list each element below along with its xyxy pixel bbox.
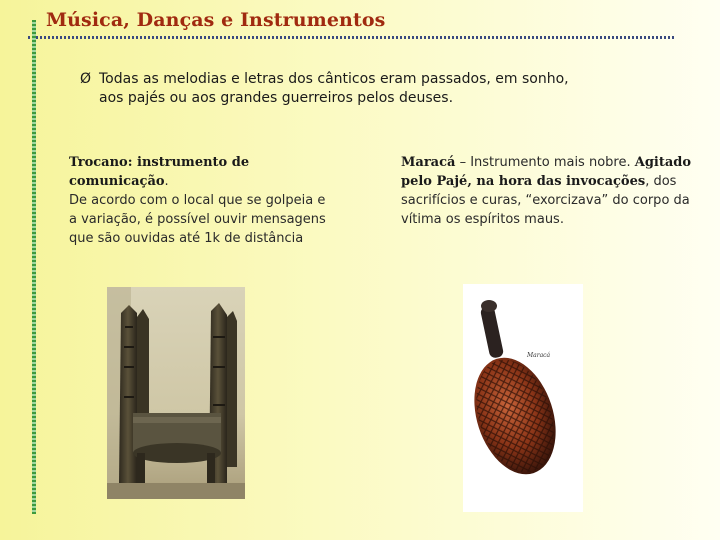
maraca-description xyxy=(401,153,701,229)
maraca-after-bold: , dos xyxy=(645,174,677,189)
maraca-line-3: sacrifícios e curas, “exorcizava” do corpo da xyxy=(401,193,690,208)
arrow-bullet-icon: Ø xyxy=(80,71,92,87)
intro-line-1: Todas as melodias e letras dos cânticos eram passados, em sonho, xyxy=(99,71,569,87)
trocano-term: Trocano xyxy=(69,155,128,170)
trocano-drum-icon xyxy=(107,287,245,499)
trocano-heading-line xyxy=(69,153,344,191)
maraca-rattle-photo xyxy=(463,284,583,512)
intro-line-2: aos pajés ou aos grandes guerreiros pelos deuses. xyxy=(99,90,454,106)
trocano-description xyxy=(69,153,344,248)
trocano-term-desc: instrumento de comunicação xyxy=(69,155,250,189)
maraca-line-2 xyxy=(401,172,701,191)
maraca-bold-1: Agitado xyxy=(634,155,692,170)
intro-bullet xyxy=(80,70,640,108)
maraca-dash-text: – Instrumento mais nobre. xyxy=(455,155,635,170)
page-title: Música, Danças e Instrumentos xyxy=(46,9,386,31)
maraca-bold-2: pelo Pajé, na hora das invocações xyxy=(401,174,646,189)
left-margin-rule xyxy=(32,20,36,514)
trocano-line-3: que são ouvidas até 1k de distância xyxy=(69,231,304,246)
title-underline xyxy=(28,36,674,39)
trocano-line-2: a variação, é possível ouvir mensagens xyxy=(69,212,326,227)
trocano-drum-photo xyxy=(107,287,245,499)
maraca-rattle-icon xyxy=(463,284,583,512)
maraca-line-1 xyxy=(401,153,701,172)
maraca-line-4: vítima os espíritos maus. xyxy=(401,212,564,227)
maraca-photo-caption: Maracá xyxy=(527,352,551,359)
maraca-term: Maracá xyxy=(401,155,456,170)
trocano-term-end: . xyxy=(164,174,169,189)
trocano-separator: : xyxy=(127,155,138,170)
trocano-line-1: De acordo com o local que se golpeia e xyxy=(69,193,326,208)
